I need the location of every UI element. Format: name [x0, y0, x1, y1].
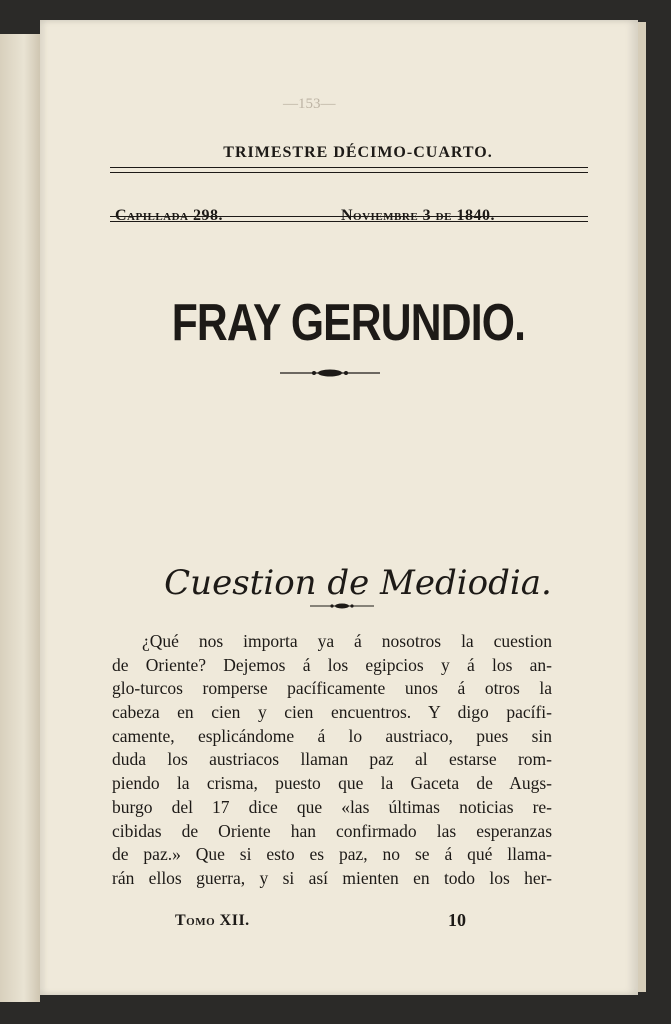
rule-top-1 — [110, 167, 588, 168]
section-ornament — [310, 601, 374, 611]
body-line: cabeza en cien y cien encuentros. Y digo pacífi- — [112, 702, 552, 723]
page-number: —153— — [283, 96, 336, 112]
quarter-heading: TRIMESTRE DÉCIMO-CUARTO. — [223, 144, 493, 161]
page — [40, 20, 638, 995]
body-line: burgo del 17 dice que «las últimas noticias re- — [112, 796, 552, 817]
body-line: de Oriente? Dejemos á los egipcios y á los an- — [112, 654, 552, 675]
rule-mid-2 — [110, 221, 588, 222]
issue-number: Capillada 298. — [115, 207, 224, 224]
body-line: cibidas de Oriente han confirmado las esperanzas — [112, 820, 552, 841]
section-heading: Cuestion de Mediodia. — [164, 563, 552, 603]
body-line: piendo la crisma, puesto que la Gaceta de Augs- — [112, 773, 552, 794]
masthead-title: FRAY GERUNDIO. — [171, 294, 526, 352]
body-line: duda los austriacos llaman paz al estarse rom- — [112, 749, 552, 770]
body-line: ¿Qué nos importa ya á nosotros la cuestion — [142, 631, 552, 651]
body-line: camente, esplicándome á lo austriaco, pues sin — [112, 725, 552, 746]
page-edge — [638, 22, 646, 992]
article-body — [112, 630, 552, 891]
body-line: rán ellos guerra, y si así mienten en todo los her- — [112, 867, 552, 888]
facing-page-edge — [0, 34, 40, 1002]
body-line: de paz.» Que si esto es paz, no se á qué llama- — [112, 844, 552, 865]
volume-label: Tomo XII. — [175, 912, 250, 929]
issue-date: Noviembre 3 de 1840. — [341, 207, 495, 224]
rule-top-2 — [110, 172, 588, 173]
ornament-divider — [280, 367, 380, 379]
rule-mid-1 — [110, 216, 588, 217]
body-line: glo-turcos romperse pacíficamente unos á otros la — [112, 678, 552, 699]
signature-mark: 10 — [448, 910, 466, 930]
